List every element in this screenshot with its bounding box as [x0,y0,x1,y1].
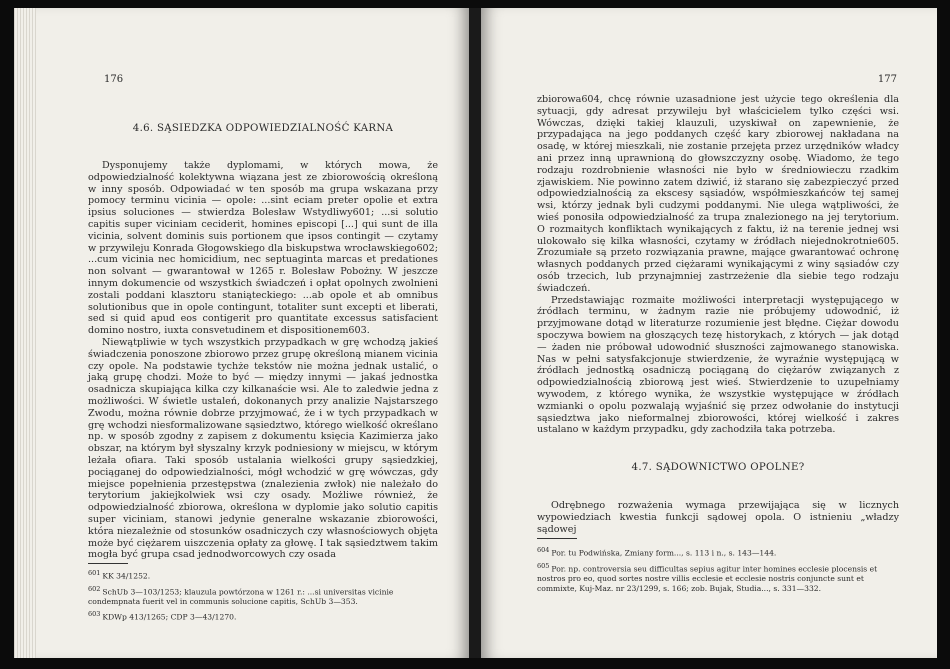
page-number: 177 [877,74,897,85]
paragraph: Niewątpliwie w tych wszystkich przypadkach w grę wchodzą jakieś świadczenia ponoszone zbiorowo przez grupę określoną mianem vicinia czy opole. Na podstawie tychże tekstów nie można jednak ustalić, o jaką grupę chodzi. Może to być — między innymi — jakaś jednostka osadnicza skupiająca kilka czy kilkanaście wsi. Ale to zaledwie jedna z możliwości. W świetle ustaleń, dokonanych przy analizie Najstarszego Zwodu, można równie dobrze przyjmować, że i w tych przypadkach w grę wchodzi niesformalizowane sąsiedztwo, którego wielkość określano np. w sposób zgodny z zapisem z dokumentu księcia Kazimierza jako obszar, na którym był słyszalny krzyk podniesiony w miejscu, w którym leżała ofiara. Taki sposób ustalania wielkości grupy sąsiedzkiej, pociąganej do odpowiedzialności, mógł wchodzić w grę wówczas, gdy miejsce popełnienia przestępstwa (znalezienia zwłok) nie należało do terytorium jakiejkolwiek wsi czy osady. Możliwe również, że odpowiedzialność zbiorowa, określona w dyplomie jako solutio capitis super viciniam, stanowi jedynie generalne wskazanie zbiorowości, która niezależnie od stosunków osadniczych czy własnościowych objęta może być ciężarem uiszczenia opłaty za głowę. I tak sąsiedztwem takim mogła być grupa csad jednodworcowych czy osada [88,336,438,561]
footnotes [537,545,899,596]
footnote-rule [88,563,128,564]
page-edge-stack [14,8,36,658]
footnote: 605 Por. np. controversia seu difficultas sepius agitur inter homines ecclesie plocensis et nostros pro eo, quod sortes nostre villis ecclesie et ecclesie nostris conjuncte sunt et commixte, Kuj-Maz. nr 23/1299, s. 166; zob. Bujak, Studia..., s. 331—332. [537,561,878,594]
book-gutter [469,8,481,658]
section-heading: 4.6. SĄSIEDZKA ODPOWIEDZIALNOŚĆ KARNA [132,123,394,134]
footnote: 602 SchUb 3—103/1253; klauzula powtórzona w 1261 r.: ...si universitas vicinie condempnata fuerit vel in communis solucione capitis, SchUb 3—353. [88,584,394,607]
paragraph: zbiorowa604, chcę równie uzasadnione jest użycie tego określenia dla sytuacji, gdy adresat przywileju był właścicielem tylko części wsi. Wówczas, dzięki takiej klauzuli, uzyskiwał on zapewnienie, że przypadająca na jego poddanych część kary zbiorowej nakładana na osadę, w której mieszkali, nie zostanie przejęta przez urzędników władcy ani przez inną uprawnioną do głowszczyzny osobę. Wiadomo, że tego rodzaju rozdrobnienie własności nie było w średniowieczu rzadkim zjawiskiem. Nie powinno zatem dziwić, iż starano się zabezpieczyć przed odpowiedzialnością za ekscesy sąsiadów, współmieszkańców tej samej wsi, którzy jednak byli cudzymi poddanymi. Nie ulega wątpliwości, że wieś ponosiła odpowiedzialność za trupa znalezionego na jej terytorium. O rozmaitych konfliktach wynikających z faktu, iż na terenie jednej wsi ulokowało się kilka własności, czytamy w źródłach niejednokrotnie605. Zrozumiałe są przeto rozwiązania prawne, mające gwarantować ochronę własnych poddanych przed ciężarami wynikającymi z winy sąsiadów czy osób trzecich, lub przynajmniej zastrzeżenie dla siebie tego rodzaju świadczeń. [537,94,899,294]
footnote: 603 KDWp 413/1265; CDP 3—43/1270. [88,610,237,622]
footnote: 601 KK 34/1252. [88,569,151,581]
left-page [14,8,469,658]
paragraph: Odrębnego rozważenia wymaga przewijająca się w licznych wypowiedziach kwestia funkcji sądowej opola. O istnieniu „władzy sądowej [537,500,899,535]
paragraph: Przedstawiając rozmaite możliwości interpretacji występującego w źródłach terminu, w żadnym razie nie próbujemy udowodnić, iż przyjmowane dotąd w literaturze rozumienie jest błędne. Ciężar dowodu spoczywa bowiem na głoszących tezę historykach, z których — jak dotąd — żaden nie próbował udowodnić słuszności zajmowanego stanowiska. Nas w pełni satysfakcjonuje stwierdzenie, że wyraźnie występującą w źródłach jednostką osadniczą pociąganą do ciężarów związanych z odpowiedzialnością zbiorową jest wieś. Stwierdzenie to uzupełniamy wywodem, z którego wynika, że wszystkie występujące w źródłach wzmianki o opolu pozwalają wyjaśnić się przez odwołanie do instytucji sąsiedztwa jako nieformalnej zbiorowości, której wielkość i zakres ustalano w każdym przypadku, gdy zachodziła taka potrzeba. [537,294,899,436]
footnote-rule [537,538,577,539]
paragraph: Dysponujemy także dyplomami, w których mowa, że odpowiedzialność kolektywna wiązana jest ze zbiorowością określoną w inny sposób. Odpowiadać w ten sposób ma grupa wskazana przy pomocy terminu vicinia — opole: ...sint eciam preter opolie et extra ipsius soluciones — stwierdza Bolesław Wstydliwy601; ...si solutio capitis super viciniam ceciderit, homines episcopi [...] qui sunt de illa vicinia, solvent dominis suis portionem que ipsos contingit — czytamy w przywileju Konrada Głogowskiego dla biskupstwa wrocławskiego602; ...cum vicinia nec homicidium, nec septuaginta marcas et predationes non solvant — gwarantował w 1265 r. Bolesław Pobożny. W jeszcze innym dokumencie od wszystkich świadczeń i opłat opolnych zwolnieni zostali poddani klasztoru staniąteckiego: ...ab opole et ab omnibus solutionibus que in opole contingunt, totaliter sunt excepti et liberati, sed si quid apud eos contigerit pro quantitate excessus satisfacient domino nostro, iuxta consvetudinem et dispositionem603. [88,160,438,337]
page-number: 176 [104,74,124,85]
section-heading: 4.7. SĄDOWNICTWO OPOLNE? [631,462,805,473]
body-text [537,500,899,535]
body-text [537,94,899,436]
footnote: 604 Por. tu Podwińska, Zmiany form..., s. 113 i n., s. 143—144. [537,546,777,558]
footnotes [88,568,438,625]
body-text [88,160,438,561]
right-page [481,8,937,658]
